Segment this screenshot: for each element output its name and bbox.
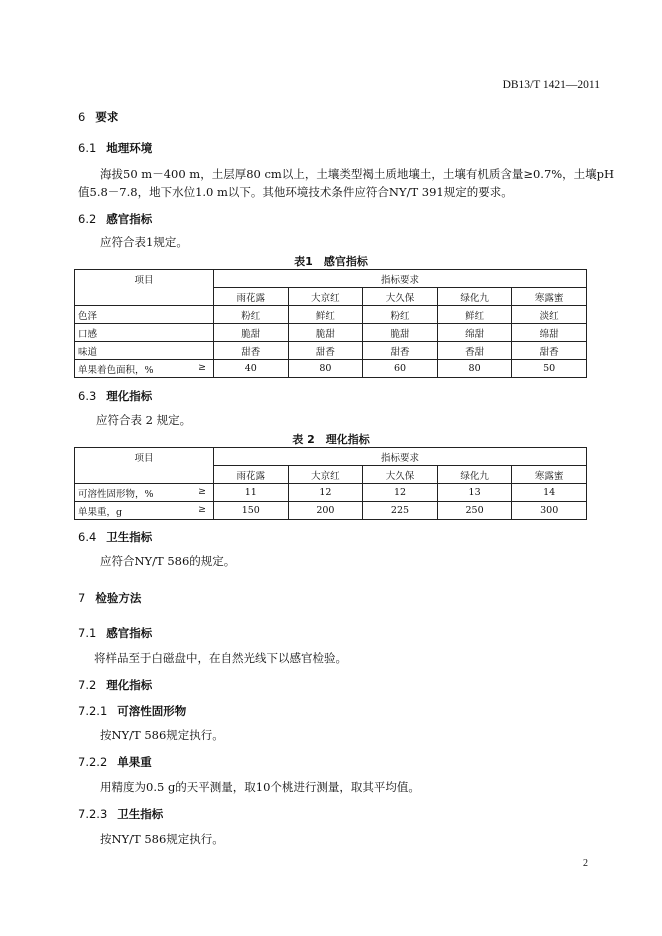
table-cell: 甜香 [363, 342, 438, 360]
table-cell: 鲜红 [437, 306, 512, 324]
section-6-heading [78, 109, 118, 125]
table-row [75, 324, 587, 342]
table-cell: 粉红 [363, 306, 438, 324]
table-cell: 150 [214, 502, 289, 520]
ge-symbol: ≥ [198, 361, 206, 373]
table-cell: 香甜 [437, 342, 512, 360]
paragraph-line: 按NY/T 586规定执行。 [100, 728, 224, 742]
table-cell: 50 [512, 360, 587, 378]
variety-header: 雨花露 [214, 288, 289, 306]
section-title: 卫生指标 [106, 530, 153, 544]
table-cell: 脆甜 [363, 324, 438, 342]
section-7-heading [78, 590, 141, 606]
table-cell: 225 [363, 502, 438, 520]
variety-header: 大京红 [288, 466, 363, 484]
paragraph-line: 应符合表 2 规定。 [96, 413, 192, 427]
section-number: 7.2.1 [78, 704, 108, 718]
variety-header: 寒露蜜 [512, 466, 587, 484]
table-row [75, 306, 587, 324]
section-number: 6 [78, 110, 86, 124]
table-cell: 绵甜 [437, 324, 512, 342]
variety-header: 绿化九 [437, 288, 512, 306]
standard-code: DB13/T 1421—2011 [502, 79, 600, 91]
table-cell: 80 [437, 360, 512, 378]
item-header: 项目 [75, 448, 214, 484]
section-title: 要求 [95, 110, 119, 124]
table-cell: 甜香 [288, 342, 363, 360]
row-label: 单果重，g ≥ [75, 502, 214, 520]
section-6-2-heading [78, 211, 152, 227]
section-number: 6.3 [78, 389, 97, 403]
section-title: 地理环境 [106, 141, 153, 155]
requirement-header: 指标要求 [214, 448, 587, 466]
section-6-3-heading [78, 388, 152, 404]
section-number: 6.2 [78, 212, 97, 226]
paragraph-line: 将样品至于白磁盘中，在自然光线下以感官检验。 [94, 651, 347, 665]
section-number: 7.2.3 [78, 807, 108, 821]
section-number: 6.4 [78, 530, 97, 544]
table-cell: 14 [512, 484, 587, 502]
table-cell: 200 [288, 502, 363, 520]
table-row [75, 502, 587, 520]
row-label: 单果着色面积，% ≥ [75, 360, 214, 378]
section-7-2-heading [78, 677, 152, 693]
item-header: 项目 [75, 270, 214, 306]
table-row [75, 484, 587, 502]
row-label: 味道 [75, 342, 214, 360]
table-cell: 60 [363, 360, 438, 378]
row-label: 口感 [75, 324, 214, 342]
section-6-4-heading [78, 529, 152, 545]
page-number: 2 [583, 858, 588, 869]
section-7-2-1-heading [78, 703, 186, 719]
variety-header: 雨花露 [214, 466, 289, 484]
section-title: 检验方法 [95, 591, 142, 605]
section-number: 7.2.2 [78, 755, 108, 769]
table-cell: 40 [214, 360, 289, 378]
section-title: 理化指标 [106, 389, 153, 403]
paragraph-line: 应符合表1规定。 [100, 235, 188, 249]
table-cell: 甜香 [214, 342, 289, 360]
ge-symbol: ≥ [198, 503, 206, 515]
variety-header: 大久保 [363, 466, 438, 484]
paragraph-line: 海拔50 m－400 m，土层厚80 cm以上，土壤类型褐土质地壤土，土壤有机质含量≥0.7%，土壤pH [100, 167, 615, 181]
row-label: 可溶性固形物，% ≥ [75, 484, 214, 502]
section-title: 感官指标 [106, 212, 153, 226]
section-number: 7.1 [78, 626, 97, 640]
table-cell: 脆甜 [288, 324, 363, 342]
variety-header: 寒露蜜 [512, 288, 587, 306]
section-title: 感官指标 [106, 626, 153, 640]
table-1 [74, 269, 587, 378]
section-number: 7 [78, 591, 86, 605]
table-cell: 12 [363, 484, 438, 502]
row-label: 色泽 [75, 306, 214, 324]
section-7-2-2-heading [78, 754, 152, 770]
table-cell: 粉红 [214, 306, 289, 324]
table-row [75, 342, 587, 360]
section-7-1-heading [78, 625, 152, 641]
table-cell: 12 [288, 484, 363, 502]
paragraph-line: 值5.8－7.8，地下水位1.0 m以下。其他环境技术条件应符合NY/T 391规定的要求。 [78, 185, 513, 199]
paragraph-line: 按NY/T 586规定执行。 [100, 832, 224, 846]
table-1-caption: 表1 感官指标 [294, 255, 368, 268]
section-title: 可溶性固形物 [117, 704, 187, 718]
section-number: 6.1 [78, 141, 97, 155]
table-row [75, 360, 587, 378]
table-cell: 绵甜 [512, 324, 587, 342]
table-cell: 250 [437, 502, 512, 520]
table-2-caption: 表 2 理化指标 [292, 433, 370, 446]
section-title: 理化指标 [106, 678, 153, 692]
table-cell: 脆甜 [214, 324, 289, 342]
section-title: 单果重 [117, 755, 152, 769]
ge-symbol: ≥ [198, 485, 206, 497]
table-cell: 甜香 [512, 342, 587, 360]
table-cell: 淡红 [512, 306, 587, 324]
variety-header: 大京红 [288, 288, 363, 306]
variety-header: 绿化九 [437, 466, 512, 484]
table-cell: 13 [437, 484, 512, 502]
section-title: 卫生指标 [117, 807, 164, 821]
section-6-1-heading [78, 140, 152, 156]
paragraph-line: 用精度为0.5 g的天平测量，取10个桃进行测量，取其平均值。 [100, 780, 420, 794]
table-cell: 300 [512, 502, 587, 520]
section-number: 7.2 [78, 678, 97, 692]
table-cell: 鲜红 [288, 306, 363, 324]
paragraph-line: 应符合NY/T 586的规定。 [100, 554, 236, 568]
variety-header: 大久保 [363, 288, 438, 306]
table-2 [74, 447, 587, 520]
section-7-2-3-heading [78, 806, 163, 822]
table-cell: 11 [214, 484, 289, 502]
table-cell: 80 [288, 360, 363, 378]
requirement-header: 指标要求 [214, 270, 587, 288]
